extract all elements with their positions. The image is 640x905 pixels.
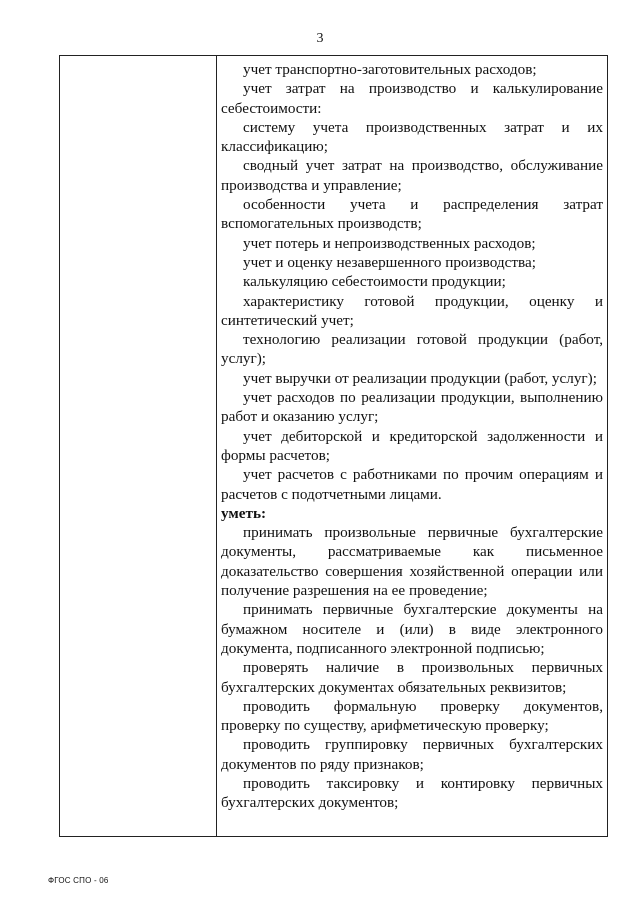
list-item: учет дебиторской и кредиторской задолженности и формы расчетов; [221, 427, 603, 464]
document-footer: ФГОС СПО - 06 [48, 876, 109, 885]
list-item: особенности учета и распределения затрат вспомогательных производств; [221, 196, 603, 233]
list-item: учет расчетов с работниками по прочим операциям и расчетов с подотчетными лицами. [221, 466, 603, 503]
list-item: принимать произвольные первичные бухгалтерские документы, рассматриваемые как письменное доказательство совершения хозяйственной операции или получение разрешения на ее проведение; [221, 524, 603, 600]
list-item: проверять наличие в произвольных первичных бухгалтерских документах обязательных реквизитов; [221, 659, 603, 696]
list-item: принимать первичные бухгалтерские документы на бумажном носителе и (или) в виде электронного документа, подписанного электронной подписью; [221, 601, 603, 657]
list-item: учет потерь и непроизводственных расходов; [243, 234, 536, 252]
page-number: 3 [316, 31, 324, 46]
list-item: учет и оценку незавершенного производства; [243, 253, 536, 271]
section-heading: уметь: [221, 504, 267, 522]
list-item: систему учета производственных затрат и их классификацию; [221, 118, 603, 156]
table-right-cell [221, 60, 603, 813]
list-item: проводить группировку первичных бухгалтерских документов по ряду признаков; [221, 736, 603, 773]
list-item: учет транспортно-заготовительных расходов; [243, 61, 537, 78]
list-item: сводный учет затрат на производство, обслуживание производства и управление; [221, 157, 603, 194]
list-item: учет расходов по реализации продукции, выполнению работ и оказанию услуг; [221, 389, 603, 426]
list-item: проводить таксировку и контировку первичных бухгалтерских документов; [221, 774, 603, 812]
list-item: проводить формальную проверку документов, проверку по существу, арифметическую проверку; [221, 697, 603, 735]
list-item: калькуляцию себестоимости продукции; [243, 273, 506, 291]
column-divider [216, 56, 217, 836]
document-table [59, 55, 608, 837]
list-item: учет выручки от реализации продукции (работ, услуг); [243, 369, 597, 387]
list-item: технологию реализации готовой продукции (работ, услуг); [221, 331, 603, 368]
list-item: характеристику готовой продукции, оценку и синтетический учет; [221, 292, 603, 329]
list-item: учет затрат на производство и калькулирование себестоимости: [221, 80, 603, 117]
